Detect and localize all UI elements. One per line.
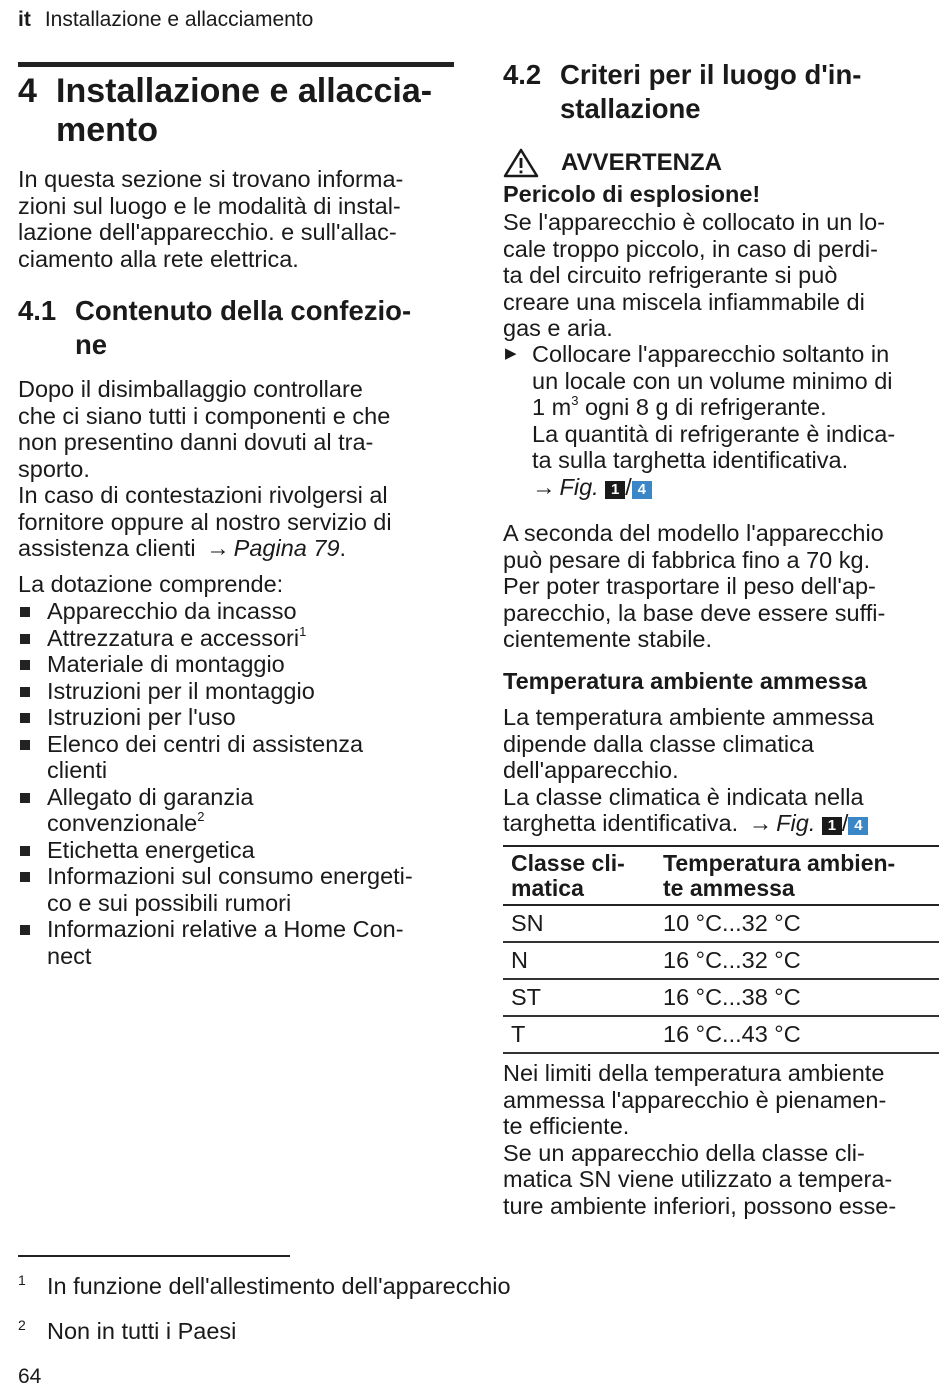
intro-line: ciamento alla rete elettrica.	[18, 245, 299, 272]
header-line: te ammessa	[663, 875, 795, 901]
table-header-row	[503, 846, 939, 905]
arrow-right-icon: →	[206, 535, 230, 561]
after-table-paragraph	[503, 1060, 939, 1219]
list-item-text: convenzionale	[47, 810, 198, 836]
footnote	[18, 1272, 511, 1300]
text-line: sporto.	[18, 455, 90, 482]
section-title	[18, 72, 454, 150]
footnote-number: 1	[18, 1272, 26, 1288]
table-row	[503, 1016, 939, 1053]
bullet-square-icon	[20, 793, 30, 803]
bullet-square-icon	[20, 925, 30, 935]
figure-number-box: 4	[848, 817, 868, 835]
text-line: cale troppo piccolo, in caso di perdi-	[503, 235, 878, 262]
list-item	[18, 598, 454, 625]
intro-line: In questa sezione si trovano informa-	[18, 166, 404, 192]
table-cell: T	[503, 1016, 655, 1053]
text-fragment: targhetta identificativa.	[503, 810, 739, 836]
header-line: matica	[511, 875, 584, 901]
page-reference-link[interactable]: Pagina 79	[233, 535, 340, 561]
list-item	[18, 731, 454, 784]
table-row	[503, 942, 939, 979]
warning-text	[503, 209, 939, 342]
list-item	[18, 837, 454, 864]
superscript: 3	[571, 393, 579, 408]
list-item	[18, 651, 454, 678]
list-item-text: clienti	[47, 757, 108, 783]
text-line: dell'apparecchio.	[503, 757, 679, 783]
text-line: ammessa l'apparecchio è pienamen-	[503, 1086, 887, 1113]
text-line: creare una miscela infiammabile di	[503, 288, 865, 315]
section-intro	[18, 166, 454, 272]
warning-triangle-icon	[503, 148, 539, 178]
list-intro: La dotazione comprende:	[18, 571, 284, 597]
bullet-square-icon	[20, 634, 30, 644]
text-line: gas e aria.	[503, 315, 613, 341]
table-cell: 16 °C...43 °C	[655, 1016, 939, 1053]
text-line: cientemente stabile.	[503, 626, 713, 652]
subsection-42-title	[503, 58, 939, 126]
list-item	[18, 678, 454, 705]
section-title-line1: Installazione e allaccia-	[56, 72, 433, 110]
text-line: te efficiente.	[503, 1113, 630, 1139]
intro-line: lazione dell'apparecchio. e sull'allac-	[18, 219, 397, 245]
text-line: ta del circuito refrigerante si può	[503, 262, 838, 288]
list-item	[18, 625, 454, 652]
text-line: In caso di contestazioni rivolgersi al	[18, 482, 388, 508]
table-cell: 16 °C...38 °C	[655, 979, 939, 1016]
temperature-paragraph	[503, 704, 939, 837]
bullet-square-icon	[20, 660, 30, 670]
list-item-text: Etichetta energetica	[47, 836, 255, 863]
text-line: un locale con un volume minimo di	[532, 367, 893, 394]
text-fragment: 1 m	[532, 394, 572, 420]
climate-class-table	[503, 845, 939, 1054]
subsection-41-title-line1: Contenuto della confezio-	[75, 295, 412, 326]
text-line	[503, 810, 939, 837]
header-line: Temperatura ambien-	[663, 850, 896, 876]
column-header-temperature	[655, 846, 939, 905]
bullet-square-icon	[20, 846, 30, 856]
text-line: La quantità di refrigerante è indica-	[532, 420, 896, 447]
list-item-text: nect	[47, 942, 92, 969]
intro-line: zioni sul luogo e le modalità di instal-	[18, 192, 401, 219]
subsection-42-title-line2: stallazione	[560, 93, 701, 124]
list-item-text: Attrezzatura e accessori	[47, 624, 300, 651]
table-row	[503, 905, 939, 942]
list-item-text: Informazioni sul consumo energeti-	[47, 863, 413, 889]
text-fragment: .	[339, 535, 347, 561]
table-cell: ST	[503, 979, 655, 1016]
footnote-marker: 1	[299, 623, 307, 639]
footnote-rule	[18, 1255, 290, 1257]
list-item-text: Istruzioni per l'uso	[47, 704, 236, 730]
text-line: ta sulla targhetta identificativa.	[532, 447, 849, 473]
list-item	[18, 916, 454, 969]
table-cell: 10 °C...32 °C	[655, 905, 939, 942]
text-line: può pesare di fabbrica fino a 70 kg.	[503, 546, 871, 573]
text-line: che ci siano tutti i componenti e che	[18, 402, 391, 429]
text-line	[532, 394, 939, 421]
warning-subtitle: Pericolo di esplosione!	[503, 181, 761, 207]
instruction-step	[503, 341, 939, 500]
list-item-text: Elenco dei centri di assistenza	[47, 730, 364, 757]
text-line: parecchio, la base deve essere suffi-	[503, 599, 886, 626]
table-cell: N	[503, 942, 655, 979]
contents-list	[18, 598, 454, 969]
figure-label: Fig.	[776, 810, 816, 836]
text-line: fornitore oppure al nostro servizio di	[18, 508, 392, 535]
running-header	[18, 8, 313, 32]
subsection-41-title	[18, 294, 454, 362]
subsection-42-title-line1: Criteri per il luogo d'in-	[560, 59, 862, 90]
text-line: La classe climatica è indicata nella	[503, 783, 864, 810]
column-header-class	[503, 846, 655, 905]
list-item-text: Istruzioni per il montaggio	[47, 677, 315, 704]
temperature-heading: Temperatura ambiente ammessa	[503, 668, 867, 694]
bullet-square-icon	[20, 872, 30, 882]
header-title: Installazione e allacciamento	[44, 8, 314, 31]
figure-number-box: 1	[822, 817, 842, 835]
list-item-text: co e sui possibili rumori	[47, 889, 292, 916]
text-line: La temperatura ambiente ammessa	[503, 704, 874, 730]
subsection-42-number: 4.2	[503, 59, 542, 90]
table-cell: SN	[503, 905, 655, 942]
text-line: A seconda del modello l'apparecchio	[503, 520, 884, 546]
text-line: Collocare l'apparecchio soltanto in	[532, 341, 890, 367]
subsection-41-title-line2: ne	[75, 329, 108, 360]
warning-box	[503, 148, 939, 178]
list-item-text: Informazioni relative a Home Con-	[47, 916, 404, 942]
figure-reference[interactable]	[532, 474, 939, 501]
figure-number-box: 1	[605, 481, 625, 499]
table-row	[503, 979, 939, 1016]
figure-reference[interactable]	[745, 810, 869, 836]
language-code: it	[18, 8, 31, 31]
figure-separator: /	[841, 810, 849, 836]
figure-number-box: 4	[632, 481, 652, 499]
header-line: Classe cli-	[511, 850, 625, 876]
figure-separator: /	[625, 473, 632, 500]
text-line: matica SN viene utilizzato a tempera-	[503, 1166, 893, 1192]
table-cell: 16 °C...32 °C	[655, 942, 939, 979]
footnote-number: 2	[18, 1317, 26, 1333]
footnote-text: In funzione dell'allestimento dell'apparecchio	[47, 1273, 511, 1299]
arrow-right-icon: →	[532, 473, 556, 500]
list-item	[18, 784, 454, 837]
subsection-41-number: 4.1	[18, 295, 57, 326]
text-line: Se l'apparecchio è collocato in un lo-	[503, 209, 886, 235]
bullet-square-icon	[20, 687, 30, 697]
text-line: Dopo il disimballaggio controllare	[18, 376, 363, 402]
list-item-text: Apparecchio da incasso	[47, 598, 297, 624]
text-line: Per poter trasportare il peso dell'ap-	[503, 573, 876, 599]
text-fragment: assistenza clienti	[18, 535, 196, 561]
text-line	[18, 535, 454, 562]
page-number: 64	[18, 1365, 42, 1388]
text-line: Nei limiti della temperatura ambiente	[503, 1060, 885, 1086]
weight-paragraph	[503, 520, 939, 653]
bullet-square-icon	[20, 607, 30, 617]
warning-title: AVVERTENZA	[561, 149, 722, 176]
bullet-square-icon	[20, 740, 30, 750]
text-line: ture ambiente inferiori, possono esse-	[503, 1192, 897, 1219]
list-item	[18, 704, 454, 731]
section-title-line2: mento	[56, 111, 158, 149]
footnote-text: Non in tutti i Paesi	[47, 1318, 237, 1344]
list-item-text: Allegato di garanzia	[47, 783, 254, 810]
subsection-41-text	[18, 376, 454, 562]
footnote	[18, 1317, 236, 1345]
text-fragment: ogni 8 g di refrigerante.	[578, 394, 827, 420]
text-line: non presentino danni dovuti al tra-	[18, 429, 374, 455]
text-line: Se un apparecchio della classe cli-	[503, 1139, 865, 1166]
step-triangle-icon: ▶	[505, 345, 517, 362]
bullet-square-icon	[20, 713, 30, 723]
figure-label: Fig.	[559, 473, 599, 500]
section-rule	[18, 62, 454, 67]
text-line: dipende dalla classe climatica	[503, 730, 814, 757]
footnote-marker: 2	[197, 809, 205, 824]
list-item-text: Materiale di montaggio	[47, 651, 285, 677]
arrow-right-icon: →	[748, 810, 773, 836]
section-number: 4	[18, 72, 37, 110]
list-item	[18, 863, 454, 916]
